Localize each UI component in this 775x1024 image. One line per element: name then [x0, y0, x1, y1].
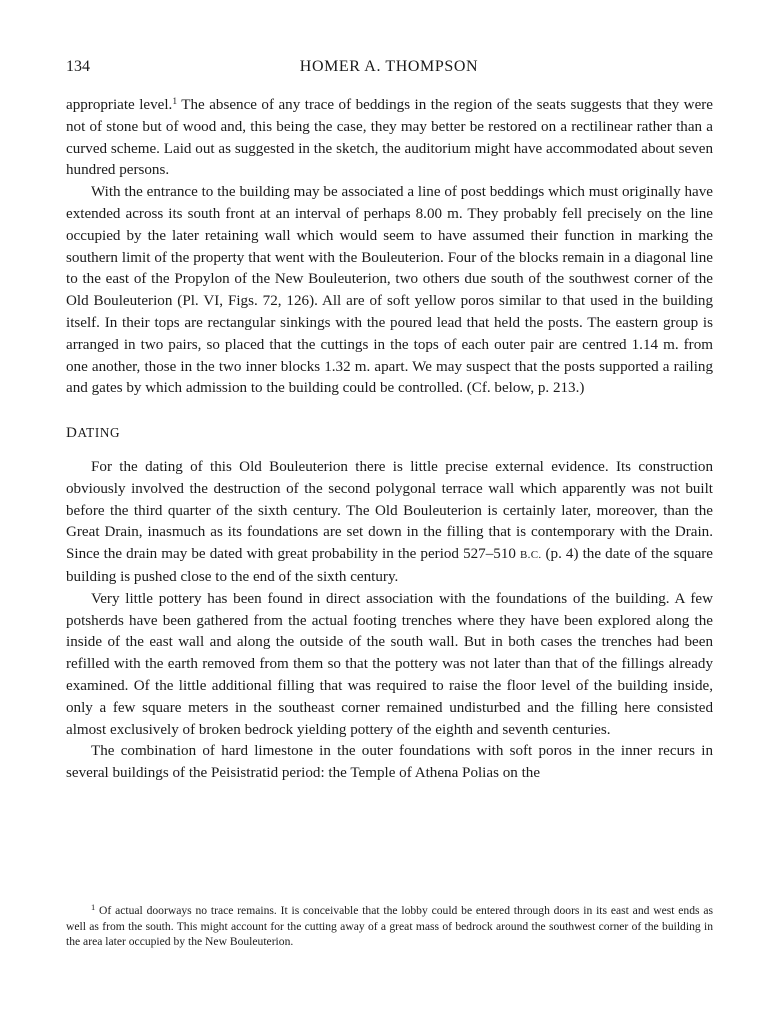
footnote-marker: 1: [91, 902, 96, 912]
paragraph-1: [66, 95, 713, 182]
section-heading: [66, 422, 713, 445]
paragraph-2: With the entrance to the building may be associated a line of post beddings which must originally have extended across its south front at an interval of perhaps 8.00 m. They probably fell precisely on the line occupied by the later retaining wall which would seem to have assumed their function in marking the southern limit of the property that went with the Bouleuterion. Four of the blocks remain in a diagonal line to the east of the Propylon of the New Bouleuterion, two others due south of the southwest corner of the Old Bouleuterion (Pl. VI, Figs. 72, 126). All are of soft yellow poros similar to that used in the building itself. In their tops are rectangular sinkings with the poured lead that held the posts. The eastern group is arranged in two pairs, so placed that the cuttings in the tops of each outer pair are centred 1.14 m. from one another, those in the two inner blocks 1.32 m. apart. We may suspect that the posts supported a railing and gates by which admission to the building could be controlled. (Cf. below, p. 213.): [66, 184, 713, 397]
footnote-reference: 1: [172, 97, 178, 107]
paragraph-3: [66, 457, 713, 589]
paragraph-1-text-b: The absence of any trace of beddings in the region of the seats suggests that they were not of stone but of wood and, this being the case, they may better be restored on a rectilinear rather than a curved scheme. Laid out as suggested in the sketch, the auditorium might have accommodated about seven hundred persons.: [66, 97, 713, 179]
paragraph-4: Very little pottery has been found in direct association with the foundations of the building. A few potsherds have been gathered from the actual footing trenches where they have been explored along the inside of the east wall and along the outside of the south wall. But in both cases the trenches had been refilled with the earth removed from them so that the pottery was not later than that of the fillings already examined. Of the little additional filling that was required to raise the floor level of the building inside, only a few square meters in the southeast corner remained undisturbed and the filling here consisted almost exclusively of broken bedrock yielding pottery of the eighth and seventh centuries.: [66, 590, 713, 738]
footnote-body: Of actual doorways no trace remains. It is conceivable that the lobby could be entered through doors in its east and west ends as well as from the south. This might account for the cutting away of a great mass of bedrock around the southwest corner of the building in the area later occupied by the New Bouleuterion.: [66, 904, 713, 949]
paragraph-3-text-a: For the dating of this Old Bouleuterion there is little precise external evidence. Its construction obviously involved the destruction of the second polygonal terrace wall which apparently was not built before the third quarter of the sixth century. The Old Bouleuterion is certainly later, moreover, than the Great Drain, inasmuch as its foundations are set down in the filling that is contemporary with the Drain. Since the drain may be dated with great probability in the period 527–510: [66, 458, 713, 563]
paragraph-5: The combination of hard limestone in the outer foundations with soft poros in the inner recurs in several buildings of the Peisistratid period: the Temple of Athena Polias on the: [66, 743, 713, 782]
section-heading-initial: D: [66, 425, 78, 442]
paragraph-3-text-b: (p. 4) the date of the square building is pushed close to the end of the sixth century.: [66, 546, 713, 585]
page-header: [66, 58, 712, 80]
footnote-text: [66, 903, 713, 950]
page-number: 134: [66, 58, 90, 75]
era-abbreviation: B.C.: [520, 549, 542, 562]
footnote: [66, 903, 713, 950]
section-heading-rest: ATING: [77, 425, 121, 441]
body-text: [66, 95, 713, 785]
running-title: HOMER A. THOMPSON: [299, 58, 479, 75]
paragraph-1-text-a: appropriate level.: [66, 97, 173, 113]
